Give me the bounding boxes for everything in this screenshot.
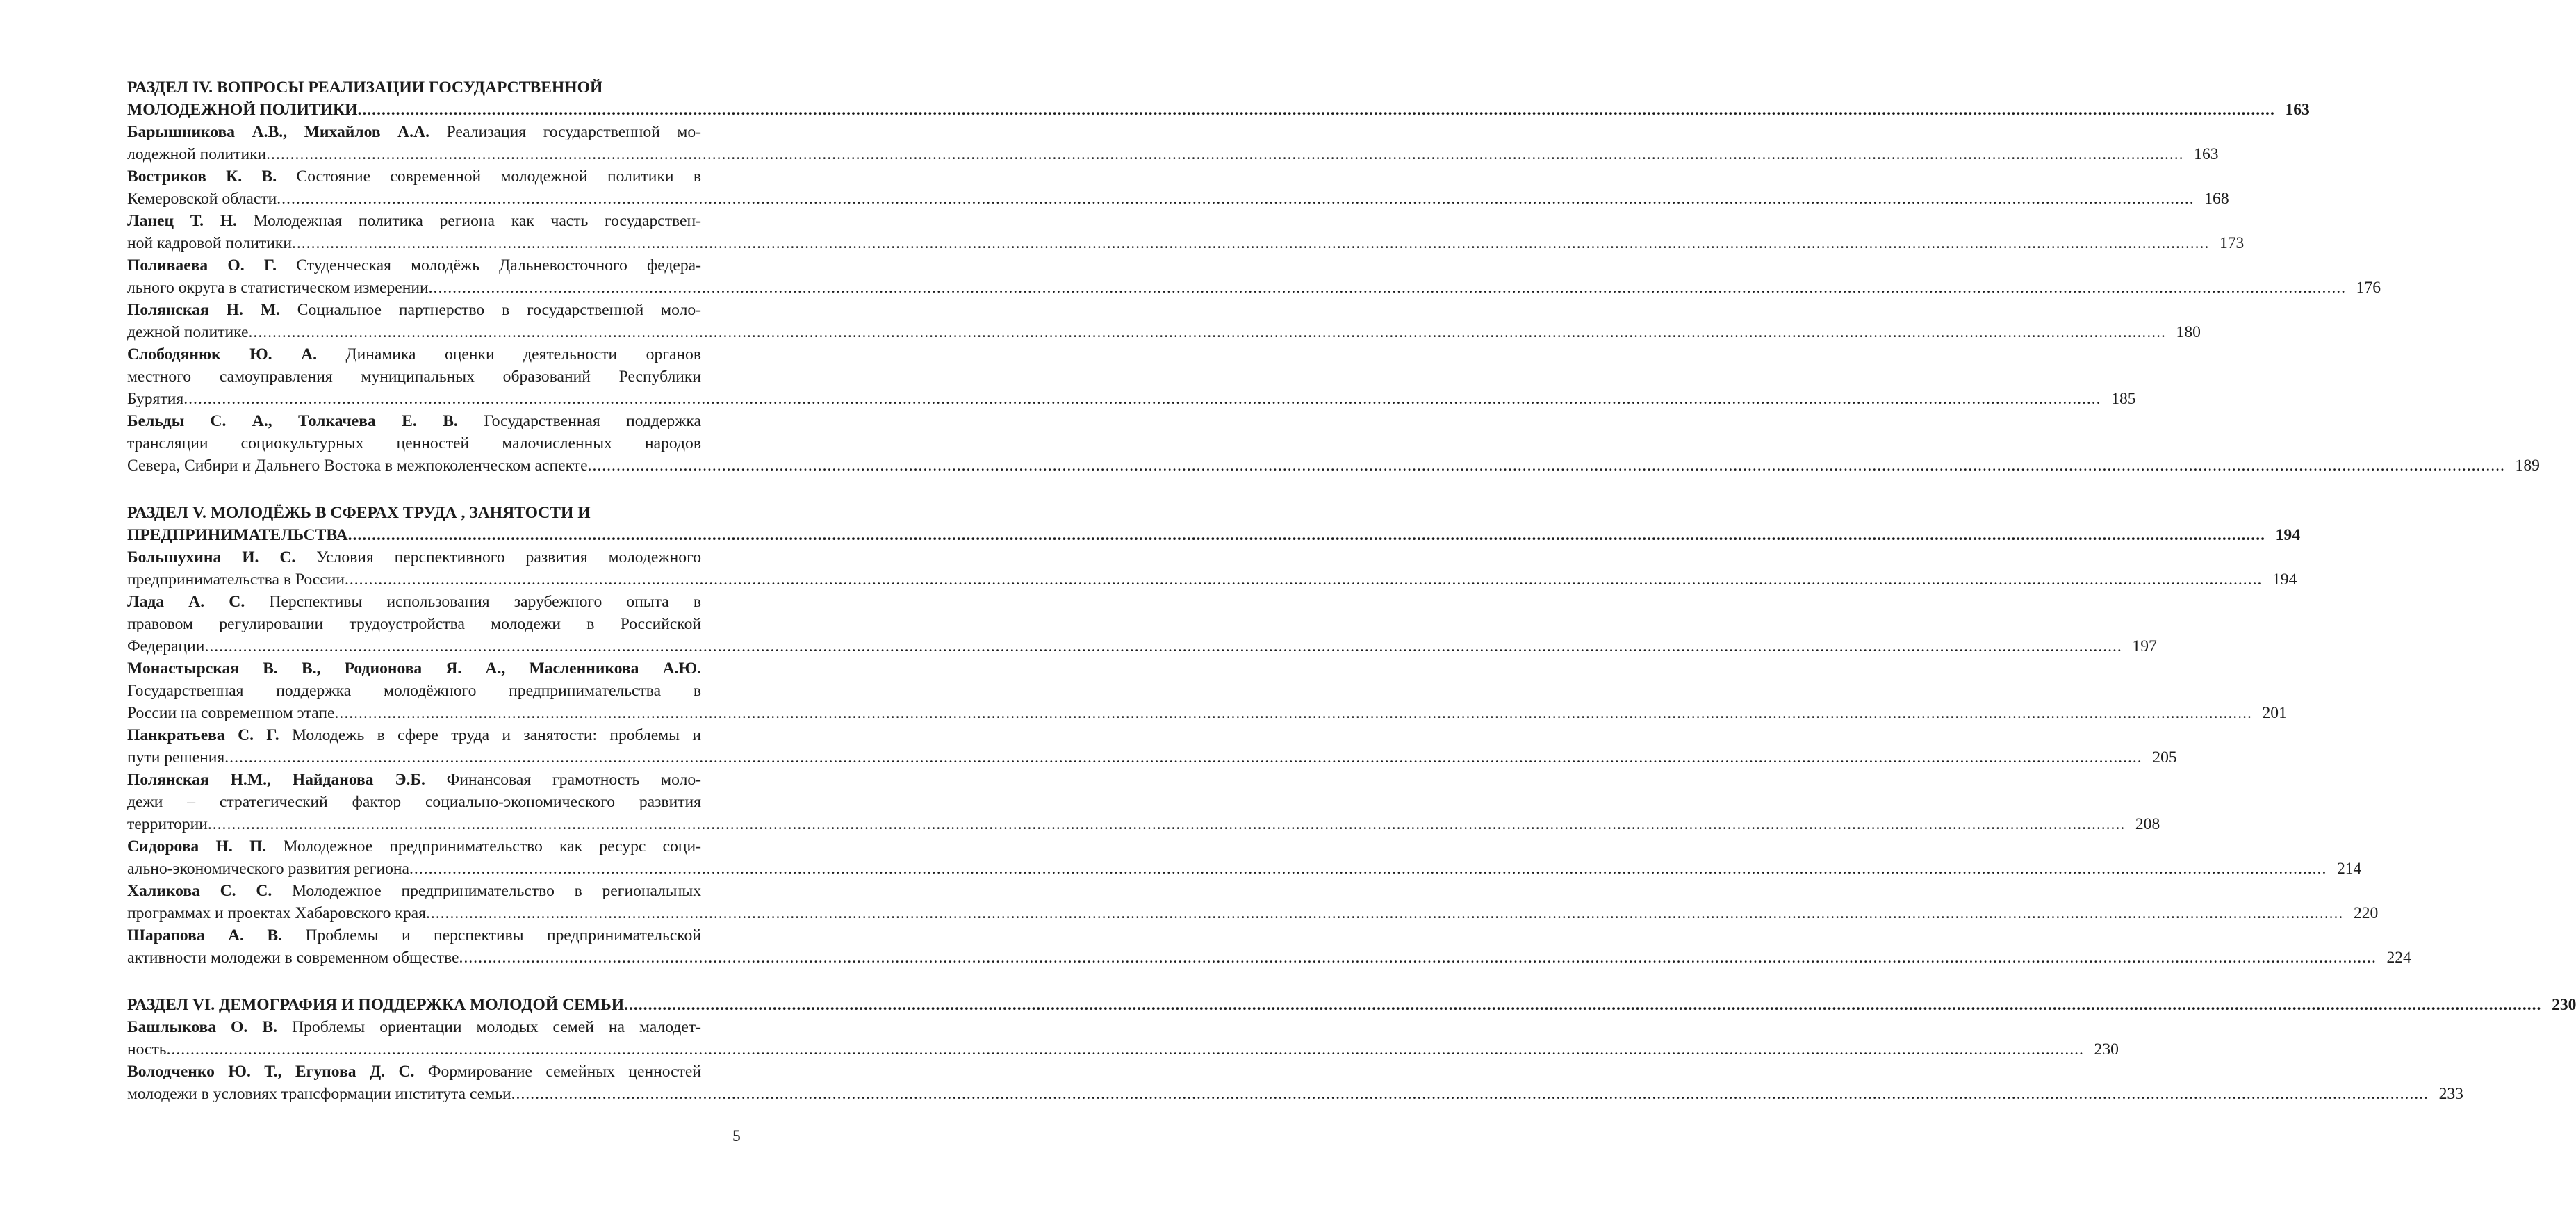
entry-title: Формирование семейных ценностей xyxy=(427,1063,702,1081)
toc-line-text xyxy=(127,813,208,835)
section-heading: ПРЕДПРИНИМАТЕЛЬСТВА xyxy=(127,526,348,544)
entry-title: территории xyxy=(127,815,208,833)
dot-leader: ................................................................................................................................................................................................................................................................................................................................................................................................................ xyxy=(428,279,2347,297)
toc-leader-line xyxy=(127,277,2381,299)
entry-title: Государственная поддержка молодёжного предпринимательства в xyxy=(127,682,701,700)
dot-leader: ................................................................................................................................................................................................................................................................................................................................................................................................................ xyxy=(511,1085,2429,1103)
entry-authors: Востриков К. В. xyxy=(127,167,277,186)
toc-entry xyxy=(127,410,2540,477)
entry-authors: Большухина И. С. xyxy=(127,548,296,566)
entry-line xyxy=(127,366,701,388)
page-number: 5 xyxy=(732,1127,741,1145)
dot-leader: ................................................................................................................................................................................................................................................................................................................................................................................................................ xyxy=(166,1040,2084,1058)
entry-line xyxy=(127,880,701,902)
page-ref: 197 xyxy=(2132,637,2157,655)
toc-line-text xyxy=(127,388,183,410)
entry-title: ность xyxy=(127,1040,167,1058)
entry-authors: Полянская Н. М. xyxy=(127,301,280,319)
toc-leader-line xyxy=(127,902,2379,924)
entry-line xyxy=(127,546,701,568)
toc-leader-line xyxy=(127,524,2300,546)
toc-line-text xyxy=(127,143,266,165)
entry-authors: Слободянюк Ю. А. xyxy=(127,345,318,363)
entry-line xyxy=(127,299,701,321)
entry-title: ной кадровой политики xyxy=(127,234,292,252)
toc-entry xyxy=(127,769,2160,835)
entry-authors: Володченко Ю. Т., Егупова Д. С. xyxy=(127,1063,415,1081)
entry-title: Молодежь в сфере труда и занятости: проблемы и xyxy=(291,726,701,744)
toc-line-text xyxy=(127,746,224,769)
entry-title: дежной политике xyxy=(127,323,249,341)
toc-line-text xyxy=(127,1083,511,1105)
page-ref: 163 xyxy=(2194,145,2219,163)
toc-line-text xyxy=(127,994,624,1016)
dot-leader: ................................................................................................................................................................................................................................................................................................................................................................................................................ xyxy=(266,145,2184,163)
entry-title: Условия перспективного развития молодежного xyxy=(316,548,701,566)
toc-leader-line xyxy=(127,143,2219,165)
dot-leader: ................................................................................................................................................................................................................................................................................................................................................................................................................ xyxy=(344,571,2263,589)
page-ref: 163 xyxy=(2285,101,2310,119)
entry-authors: Поливаева О. Г. xyxy=(127,256,277,275)
toc-leader-line xyxy=(127,188,2229,210)
page-ref: 194 xyxy=(2272,571,2297,589)
entry-line xyxy=(127,1016,701,1038)
dot-leader: ................................................................................................................................................................................................................................................................................................................................................................................................................ xyxy=(459,949,2377,967)
page-ref: 176 xyxy=(2356,279,2381,297)
toc-entry xyxy=(127,724,2177,769)
entry-line xyxy=(127,410,701,432)
entry-line xyxy=(127,343,701,366)
entry-title: активности молодежи в современном обществе xyxy=(127,949,459,967)
toc-leader-line xyxy=(127,947,2411,969)
toc-section xyxy=(127,994,2576,1105)
toc-leader-line xyxy=(127,635,2157,657)
toc-line-text xyxy=(127,277,429,299)
toc-line-text xyxy=(127,858,409,880)
entry-title: Динамика оценки деятельности органов xyxy=(345,345,701,363)
dot-leader: ................................................................................................................................................................................................................................................................................................................................................................................................................ xyxy=(347,526,2265,544)
entry-title: Финансовая грамотность моло- xyxy=(446,771,702,789)
toc-entry xyxy=(127,657,2287,724)
entry-title: Бурятия xyxy=(127,390,184,408)
toc-entry xyxy=(127,121,2219,165)
entry-title: ально-экономического развития региона xyxy=(127,860,409,878)
toc-leader-line xyxy=(127,455,2540,477)
entry-title: лодежной политики xyxy=(127,145,267,163)
entry-title: дежи – стратегический фактор социально-экономического развития xyxy=(127,793,701,811)
dot-leader: ................................................................................................................................................................................................................................................................................................................................................................................................................ xyxy=(624,996,2542,1014)
toc-line-text xyxy=(127,524,348,546)
dot-leader: ................................................................................................................................................................................................................................................................................................................................................................................................................ xyxy=(277,190,2194,208)
section-heading: МОЛОДЕЖНОЙ ПОЛИТИКИ xyxy=(127,101,358,119)
toc-line-text xyxy=(127,188,277,210)
page-ref: 233 xyxy=(2438,1085,2463,1103)
entry-title: Севера, Сибири и Дальнего Востока в межпоколенческом аспекте xyxy=(127,457,588,475)
entry-title: Перспективы использования зарубежного опыта в xyxy=(269,593,702,611)
toc-line-text xyxy=(127,702,335,724)
page-ref: 205 xyxy=(2152,748,2177,767)
toc-entry xyxy=(127,210,2245,254)
page-ref: 230 xyxy=(2552,996,2576,1014)
toc-leader-line xyxy=(127,1038,2119,1061)
entry-title: трансляции социокультурных ценностей малочисленных народов xyxy=(127,434,701,452)
entry-title: Состояние современной молодежной политики в xyxy=(296,167,701,186)
entry-title: Социальное партнерство в государственной моло- xyxy=(297,301,702,319)
toc-line-text xyxy=(127,455,588,477)
toc-leader-line xyxy=(127,232,2245,254)
dot-leader: ................................................................................................................................................................................................................................................................................................................................................................................................................ xyxy=(224,748,2142,767)
entry-title: Федерации xyxy=(127,637,205,655)
entry-authors: Бельды С. А., Толкачева Е. В. xyxy=(127,412,458,430)
entry-title: Реализация государственной мо- xyxy=(446,123,701,141)
entry-title: пути решения xyxy=(127,748,225,767)
toc-line-text xyxy=(127,947,459,969)
toc-leader-line xyxy=(127,702,2287,724)
toc-leader-line xyxy=(127,813,2160,835)
entry-line xyxy=(127,432,701,455)
entry-title: Молодежное предпринимательство в региональных xyxy=(292,882,701,900)
dot-leader: ................................................................................................................................................................................................................................................................................................................................................................................................................ xyxy=(587,457,2505,475)
toc-section xyxy=(127,502,2411,969)
entry-authors: Сидорова Н. П. xyxy=(127,837,267,856)
dot-leader: ................................................................................................................................................................................................................................................................................................................................................................................................................ xyxy=(334,704,2252,722)
toc-line-text xyxy=(127,232,292,254)
toc-entry xyxy=(127,880,2379,924)
entry-authors: Лада А. С. xyxy=(127,593,245,611)
entry-title: местного самоуправления муниципальных образований Республики xyxy=(127,368,701,386)
table-of-contents xyxy=(127,76,2576,1105)
section-heading: РАЗДЕЛ IV. ВОПРОСЫ РЕАЛИЗАЦИИ ГОСУДАРСТВЕННОЙ xyxy=(127,79,603,97)
entry-authors: Монастырская В. В., Родионова Я. А., Масленникова А.Ю. xyxy=(127,660,701,678)
toc-line-text xyxy=(127,568,345,591)
entry-title: предпринимательства в России xyxy=(127,571,345,589)
entry-line xyxy=(127,724,701,746)
dot-leader: ................................................................................................................................................................................................................................................................................................................................................................................................................ xyxy=(425,904,2344,922)
toc-leader-line xyxy=(127,994,2576,1016)
toc-line-text xyxy=(127,635,204,657)
toc-line-text xyxy=(127,99,357,121)
toc-entry xyxy=(127,1061,2463,1105)
toc-entry xyxy=(127,835,2362,880)
entry-line xyxy=(127,1061,701,1083)
toc-leader-line xyxy=(127,388,2136,410)
entry-line xyxy=(127,254,701,277)
page-ref: 208 xyxy=(2135,815,2160,833)
page-ref: 168 xyxy=(2204,190,2229,208)
page-ref: 230 xyxy=(2094,1040,2119,1058)
toc-entry xyxy=(127,299,2201,343)
page-ref: 180 xyxy=(2176,323,2201,341)
entry-line xyxy=(127,121,701,143)
entry-title: льного округа в статистическом измерении xyxy=(127,279,429,297)
entry-title: Молодежная политика региона как часть государствен- xyxy=(253,212,701,230)
entry-authors: Барышникова А.В., Михайлов А.А. xyxy=(127,123,430,141)
entry-authors: Панкратьева С. Г. xyxy=(127,726,279,744)
entry-line xyxy=(127,613,701,635)
section-heading: РАЗДЕЛ VI. ДЕМОГРАФИЯ И ПОДДЕРЖКА МОЛОДОЙ СЕМЬИ xyxy=(127,996,625,1014)
toc-leader-line xyxy=(127,321,2201,343)
entry-line xyxy=(127,924,701,947)
entry-title: Молодежное предпринимательство как ресурс соци- xyxy=(283,837,701,856)
toc-leader-line xyxy=(127,746,2177,769)
entry-title: молодежи в условиях трансформации института семьи xyxy=(127,1085,511,1103)
toc-leader-line xyxy=(127,568,2297,591)
page-ref: 220 xyxy=(2353,904,2379,922)
page-ref: 185 xyxy=(2111,390,2136,408)
dot-leader: ................................................................................................................................................................................................................................................................................................................................................................................................................ xyxy=(207,815,2126,833)
toc-section xyxy=(127,76,2540,477)
entry-line xyxy=(127,165,701,188)
toc-leader-line xyxy=(127,858,2362,880)
entry-title: Студенческая молодёжь Дальневосточного федера- xyxy=(296,256,701,275)
entry-title: Кемеровской области xyxy=(127,190,277,208)
entry-line xyxy=(127,591,701,613)
entry-line xyxy=(127,680,701,702)
dot-leader: ................................................................................................................................................................................................................................................................................................................................................................................................................ xyxy=(409,860,2327,878)
entry-title: России на современном этапе xyxy=(127,704,335,722)
page-ref: 173 xyxy=(2219,234,2245,252)
dot-leader: ................................................................................................................................................................................................................................................................................................................................................................................................................ xyxy=(204,637,2122,655)
toc-leader-line xyxy=(127,99,2310,121)
entry-title: программах и проектах Хабаровского края xyxy=(127,904,426,922)
entry-line xyxy=(127,210,701,232)
page-ref: 224 xyxy=(2386,949,2411,967)
entry-authors: Башлыкова О. В. xyxy=(127,1018,278,1036)
entry-line xyxy=(127,769,701,791)
toc-entry xyxy=(127,254,2381,299)
entry-title: Государственная поддержка xyxy=(484,412,701,430)
entry-authors: Полянская Н.М., Найданова Э.Б. xyxy=(127,771,425,789)
toc-line-text xyxy=(127,1038,167,1061)
dot-leader: ................................................................................................................................................................................................................................................................................................................................................................................................................ xyxy=(248,323,2166,341)
toc-entry xyxy=(127,165,2229,210)
entry-title: правовом регулировании трудоустройства молодежи в Российской xyxy=(127,615,701,633)
entry-authors: Ланец Т. Н. xyxy=(127,212,237,230)
toc-line-text xyxy=(127,902,426,924)
entry-authors: Халикова С. С. xyxy=(127,882,272,900)
entry-line xyxy=(127,835,701,858)
entry-authors: Шарапова А. В. xyxy=(127,926,283,944)
toc-entry xyxy=(127,924,2411,969)
entry-line xyxy=(127,657,701,680)
toc-entry xyxy=(127,546,2297,591)
toc-leader-line xyxy=(127,1083,2463,1105)
toc-entry xyxy=(127,343,2136,410)
entry-title: Проблемы и перспективы предпринимательской xyxy=(305,926,701,944)
section-heading: РАЗДЕЛ V. МОЛОДЁЖЬ В СФЕРАХ ТРУДА , ЗАНЯТОСТИ И xyxy=(127,504,591,522)
toc-entry xyxy=(127,1016,2119,1061)
toc-entry xyxy=(127,591,2157,657)
dot-leader: ................................................................................................................................................................................................................................................................................................................................................................................................................ xyxy=(183,390,2101,408)
page-ref: 201 xyxy=(2262,704,2287,722)
dot-leader: ................................................................................................................................................................................................................................................................................................................................................................................................................ xyxy=(291,234,2210,252)
page-ref: 214 xyxy=(2336,860,2362,878)
page-ref: 189 xyxy=(2515,457,2540,475)
toc-line-text xyxy=(127,321,249,343)
entry-line xyxy=(127,791,701,813)
entry-title: Проблемы ориентации молодых семей на малодет- xyxy=(292,1018,702,1036)
dot-leader: ................................................................................................................................................................................................................................................................................................................................................................................................................ xyxy=(357,101,2275,119)
page-ref: 194 xyxy=(2275,526,2300,544)
